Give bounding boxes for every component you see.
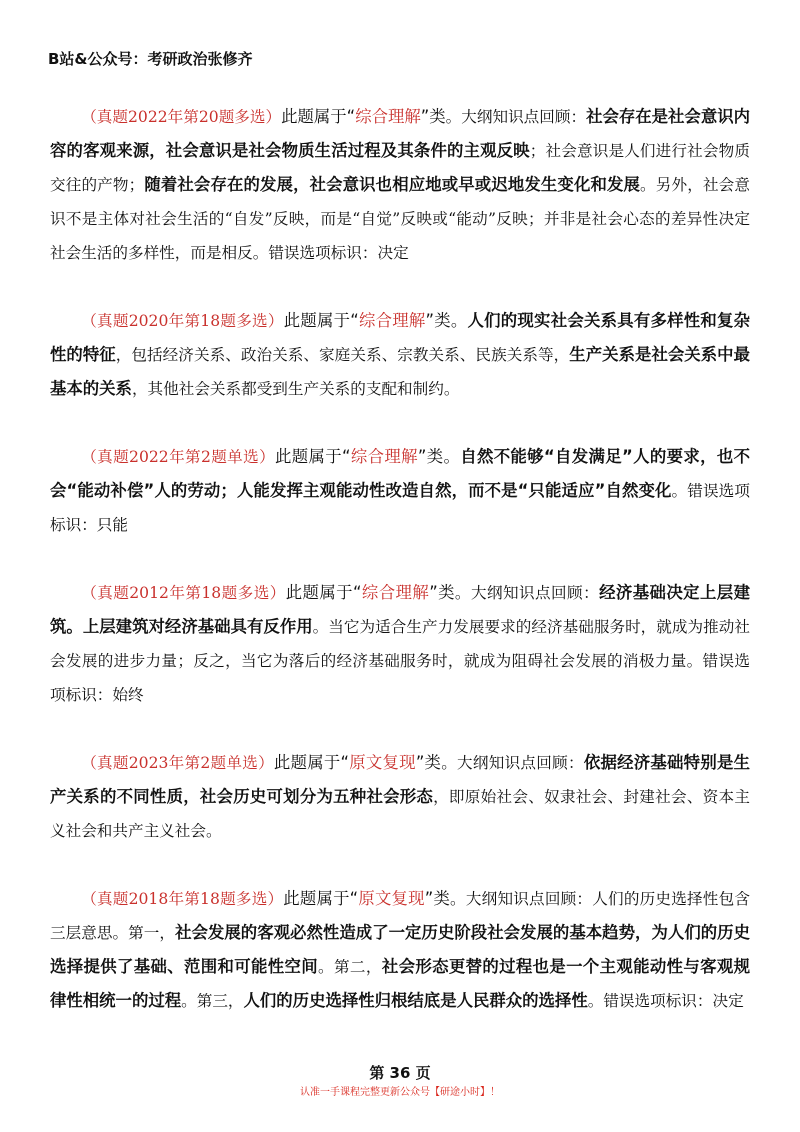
body-text: 。大纲知识点回顾： bbox=[454, 584, 600, 602]
body-text: 。错误选项标识：决定 bbox=[587, 992, 744, 1010]
body-text: ；社会意识是人们进行社会物质交往的产物； bbox=[50, 142, 750, 194]
body-text: ，即原始社会、奴隶社会、封建社会、资本主义社会和共产主义社会。 bbox=[50, 788, 750, 840]
page-number: 第 36 页 bbox=[369, 1064, 431, 1082]
key-point: 依据经济基础特别是生产关系的不同性质，社会历史可划分为五种社会形态 bbox=[50, 753, 751, 806]
key-point: 社会形态更替的过程也是一个主观能动性与客观规律性相统一的过程 bbox=[50, 957, 750, 1010]
paragraph bbox=[50, 576, 750, 712]
body-text: 。当它为适合生产力发展要求的经济基础服务时，就成为推动社会发展的进步力量；反之，当它为落后的经济基础服务时，就成为阻碍社会发展的消极力量。错误选项标识：始终 bbox=[50, 618, 750, 704]
body-text: 。第三， bbox=[181, 992, 244, 1010]
label-text: ”类 bbox=[429, 583, 455, 602]
key-point: 人们的历史选择性归根结底是人民群众的选择性 bbox=[243, 991, 588, 1010]
key-point: 人们的现实社会关系具有多样性和复杂性的特征 bbox=[50, 311, 751, 364]
label-text: 此题属于“ bbox=[281, 107, 356, 126]
page-header: B站&公众号：考研政治张修齐 bbox=[48, 50, 253, 68]
question-tag: （真题2012年第18题多选） bbox=[81, 584, 286, 602]
category-label: 综合理解 bbox=[350, 447, 418, 466]
label-text: ”类。 bbox=[417, 447, 461, 466]
label-text: ”类 bbox=[420, 107, 446, 126]
question-tag: （真题2022年第20题多选） bbox=[81, 108, 282, 126]
label-text: 此题属于“ bbox=[285, 583, 362, 602]
footer-note: 认准一手课程完整更新公众号【研途小时】！ bbox=[300, 1087, 500, 1098]
body-text: 。另外，社会意识不是主体对社会生活的“自发”反映，而是“自觉”反映或“能动”反映；并非是社会心态的差异性决定社会生活的多样性，而是相反。错误选项标识：决定 bbox=[50, 176, 750, 262]
key-point: 自然不能够“自发满足”人的要求，也不会“能动补偿”人的劳动；人能发挥主观能动性改造自然，而不是“只能适应”自然变化 bbox=[50, 447, 751, 500]
label-text: 此题属于“ bbox=[275, 447, 351, 466]
key-point: 生产关系是社会关系中最基本的关系 bbox=[50, 345, 751, 398]
question-tag: （真题2020年第18题多选） bbox=[81, 312, 284, 330]
category-label: 原文复现 bbox=[358, 889, 425, 908]
label-text: 此题属于“ bbox=[283, 889, 359, 908]
label-text: ”类 bbox=[415, 753, 442, 772]
key-point: 社会存在是社会意识内容的客观来源，社会意识是社会物质生活过程及其条件的主观反映 bbox=[50, 107, 751, 160]
category-label: 原文复现 bbox=[348, 753, 416, 772]
body-text: ，包括经济关系、政治关系、家庭关系、宗教关系、民族关系等， bbox=[115, 346, 570, 364]
category-label: 综合理解 bbox=[358, 311, 426, 330]
category-label: 综合理解 bbox=[361, 583, 430, 602]
paragraph bbox=[50, 440, 750, 542]
body-text: 。大纲知识点回顾：人们的历史选择性包含三层意思。第一， bbox=[50, 890, 750, 942]
body-text: 。大纲知识点回顾： bbox=[445, 108, 587, 126]
key-point: 社会发展的客观必然性造成了一定历史阶段社会发展的基本趋势，为人们的历史选择提供了基础、范围和可能性空间 bbox=[50, 923, 750, 976]
body-text: 。错误选项标识：只能 bbox=[50, 482, 750, 534]
paragraph bbox=[50, 304, 750, 406]
body-text: 。第二， bbox=[318, 958, 382, 976]
label-text: ”类 bbox=[424, 889, 451, 908]
key-point: 经济基础决定上层建筑。上层建筑对经济基础具有反作用 bbox=[50, 583, 751, 636]
category-label: 综合理解 bbox=[355, 107, 421, 126]
label-text: 此题属于“ bbox=[283, 311, 359, 330]
body-text: ，其他社会关系都受到生产关系的支配和制约。 bbox=[131, 380, 460, 398]
label-text: 此题属于“ bbox=[273, 753, 349, 772]
question-tag: （真题2023年第2题单选） bbox=[81, 754, 274, 772]
page-content bbox=[50, 100, 750, 1052]
question-tag: （真题2018年第18题多选） bbox=[81, 890, 284, 908]
page-footer bbox=[0, 1063, 800, 1101]
question-tag: （真题2022年第2题单选） bbox=[81, 448, 276, 466]
label-text: ”类。 bbox=[425, 311, 468, 330]
body-text: 。大纲知识点回顾： bbox=[441, 754, 584, 772]
key-point: 随着社会存在的发展，社会意识也相应地或早或迟地发生变化和发展 bbox=[144, 175, 641, 194]
paragraph bbox=[50, 100, 750, 270]
paragraph bbox=[50, 882, 750, 1018]
paragraph bbox=[50, 746, 750, 848]
